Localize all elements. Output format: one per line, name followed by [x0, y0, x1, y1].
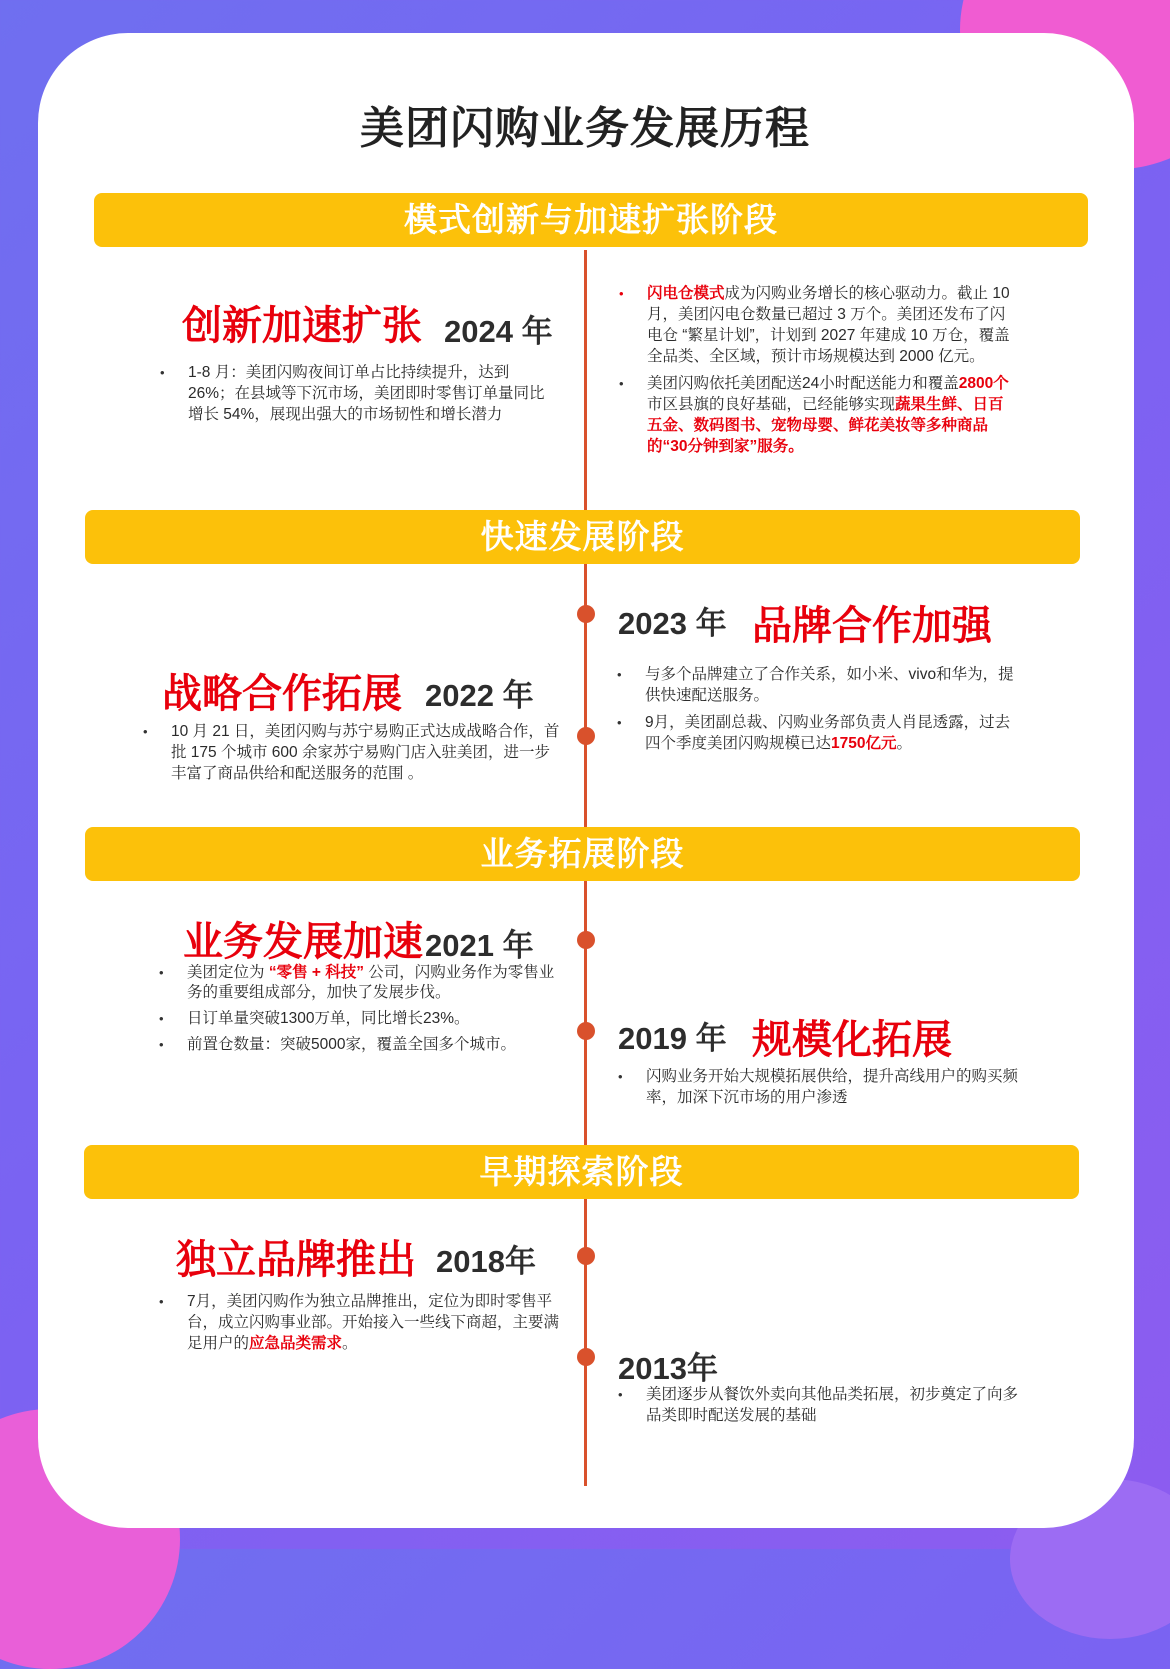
event-bullets: [618, 1066, 1018, 1114]
bullet-item: [617, 712, 1017, 754]
event-bullets: [159, 1291, 559, 1360]
timeline-dot: [577, 1348, 595, 1366]
event-heading: 创新加速扩张: [182, 304, 422, 348]
bullet-text: 成为闪购业务增长的核心驱动力。截止 10 月，美团闪电仓数量已超过 3 万个。美团还发布了闪电仓 “繁星计划”，计划到 2027 年建成 10 万仓，覆盖全品类、全区域，预计市场规模达到 2000 亿元。: [647, 285, 1010, 365]
bullet-text: 与多个品牌建立了合作关系，如小米、vivo和华为，提供快速配送服务。: [645, 666, 1014, 704]
highlight-text: “零售 + 科技”: [268, 964, 364, 981]
bullet-text: 。: [342, 1335, 358, 1352]
stage-banner: 早期探索阶段: [84, 1145, 1079, 1199]
event-bullets: [160, 362, 560, 431]
bullet-text: 9月，美团副总裁、闪购业务部负责人肖昆透露，过去四个季度美团闪购规模已达: [645, 714, 1011, 752]
highlight-text: 2800个: [958, 375, 1009, 392]
bullet-item: [143, 721, 561, 784]
bullet-text: 1-8 月：美团闪购夜间订单占比持续提升，达到 26%；在县域等下沉市场，美团即时零售订单量同比增长 54%，展现出强大的市场韧性和增长潜力: [188, 364, 545, 423]
timeline-dot: [577, 931, 595, 949]
bullet-item: [160, 362, 560, 425]
bullet-text: 10 月 21 日，美团闪购与苏宁易购正式达成战略合作，首批 175 个城市 600 余家苏宁易购门店入驻美团，进一步丰富了商品供给和配送服务的范围 。: [171, 723, 560, 782]
event-year: 2022 年: [425, 678, 534, 713]
bullet-item: [159, 1009, 559, 1029]
event-heading: 战略合作拓展: [162, 672, 402, 716]
timeline-dot: [577, 1022, 595, 1040]
bullet-text: 美团定位为: [187, 964, 269, 981]
event-year: 2021 年: [425, 928, 534, 963]
stage-banner: 快速发展阶段: [85, 510, 1080, 564]
event-year: 2024 年: [444, 314, 553, 349]
bullet-text: 日订单量突破1300万单，同比增长23%。: [187, 1010, 470, 1027]
event-heading: 规模化拓展: [752, 1018, 952, 1062]
stage-banner: 模式创新与加速扩张阶段: [94, 193, 1088, 247]
bullet-item: [159, 1035, 559, 1055]
bullet-item: [159, 963, 559, 1003]
event-bullets: [619, 283, 1017, 463]
event-heading: 品牌合作加强: [752, 604, 992, 648]
bullet-item: [619, 283, 1017, 367]
bullet-text: 美团闪购依托美团配送24小时配送能力和覆盖: [647, 375, 959, 392]
highlight-text: 蔬果生鲜、日百五金、数码图书、宠物母婴、鲜花美妆等多种商品的“30分钟到家”服务。: [647, 396, 1004, 455]
event-bullets: [143, 721, 561, 790]
bullet-text: 市区县旗的良好基础，已经能够实现: [647, 396, 896, 413]
bullet-item: [619, 373, 1017, 457]
timeline-dot: [577, 1247, 595, 1265]
page-title: 美团闪购业务发展历程: [360, 104, 810, 153]
bullet-item: [618, 1066, 1018, 1108]
event-year: 2023 年: [618, 606, 727, 641]
event-year: 2018年: [436, 1244, 536, 1279]
bullet-text: 前置仓数量：突破5000家，覆盖全国多个城市。: [187, 1036, 516, 1053]
event-bullets: [617, 664, 1017, 760]
highlight-text: 应急品类需求: [249, 1335, 343, 1352]
timeline-dot: [577, 727, 595, 745]
event-heading: 业务发展加速: [183, 920, 423, 964]
highlight-text: 1750亿元: [831, 735, 897, 752]
stage-banner: 业务拓展阶段: [85, 827, 1080, 881]
bullet-item: [618, 1384, 1018, 1426]
bullet-text: 。: [896, 735, 913, 752]
bullet-text: 美团逐步从餐饮外卖向其他品类拓展，初步奠定了向多品类即时配送发展的基础: [646, 1386, 1019, 1424]
event-year: 2019 年: [618, 1021, 727, 1056]
bullet-text: 闪购业务开始大规模拓展供给，提升高线用户的购买频率，加深下沉市场的用户渗透: [646, 1068, 1019, 1106]
event-year: 2013年: [618, 1351, 718, 1386]
timeline-dot: [577, 605, 595, 623]
event-bullets: [159, 963, 559, 1061]
bullet-item: [617, 664, 1017, 706]
bullet-item: [159, 1291, 559, 1354]
event-heading: 独立品牌推出: [176, 1238, 416, 1282]
highlight-text: 闪电仓模式: [647, 285, 725, 302]
bullet-text: 7月，美团闪购作为独立品牌推出，定位为即时零售平台，成立闪购事业部。开始接入一些线下商超，主要满足用户的: [187, 1293, 560, 1352]
bullet-text: 公司，闪购业务作为零售业务的重要组成部分，加快了发展步伐。: [187, 964, 555, 1001]
event-bullets: [618, 1384, 1018, 1432]
